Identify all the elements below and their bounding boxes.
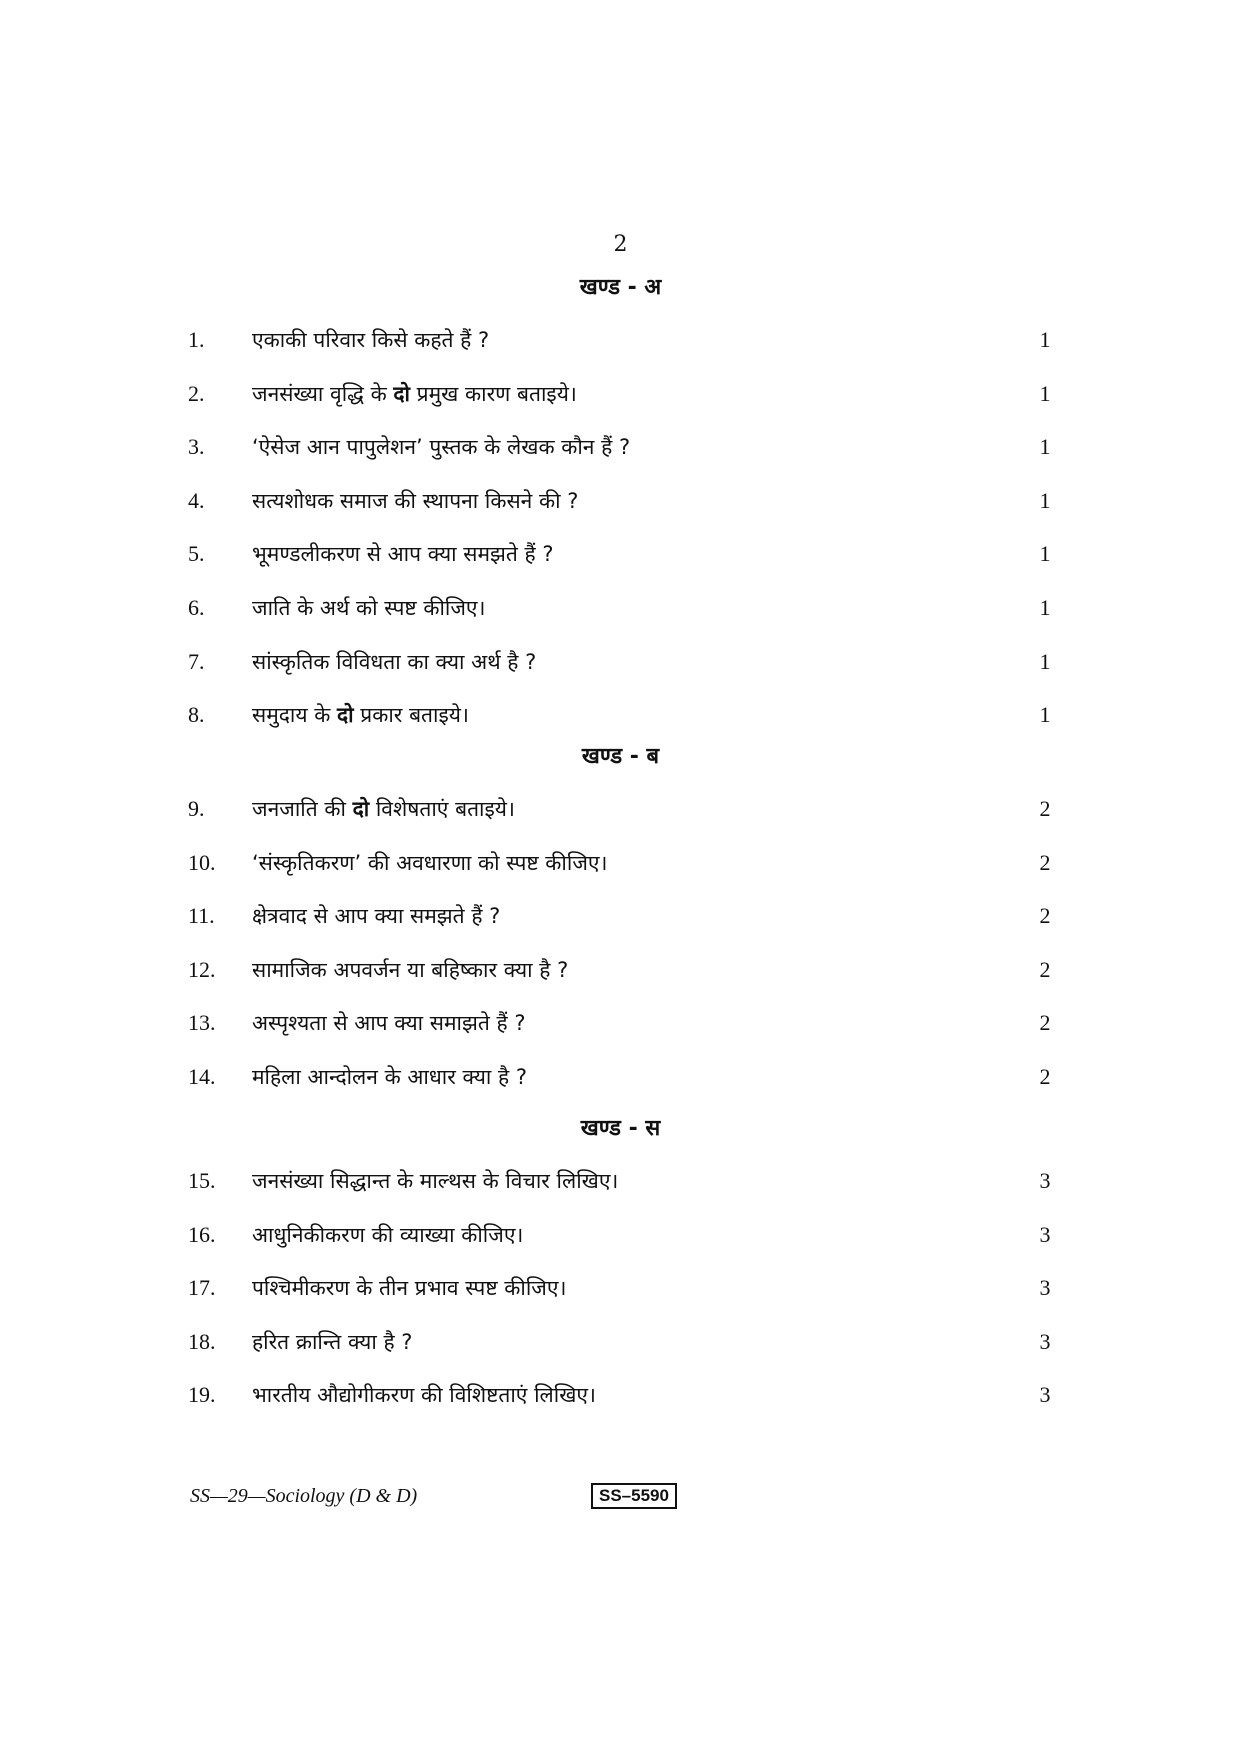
question-marks: 2 bbox=[1039, 903, 1051, 928]
question-row bbox=[0, 791, 1241, 827]
question-row bbox=[0, 1217, 1241, 1253]
question-marks: 1 bbox=[1039, 649, 1051, 674]
question-text-part: विशेषताएं बताइये। bbox=[369, 797, 515, 821]
question-marks: 1 bbox=[1039, 595, 1051, 620]
question-text-part: प्रमुख कारण बताइये। bbox=[409, 382, 577, 406]
question-number: 4. bbox=[188, 488, 205, 513]
question-text bbox=[252, 644, 536, 680]
question-marks: 2 bbox=[1039, 957, 1051, 982]
question-marks: 2 bbox=[1039, 850, 1051, 875]
question-text bbox=[252, 429, 630, 465]
question-text-part: समुदाय के bbox=[252, 703, 338, 727]
question-text bbox=[252, 1377, 596, 1413]
question-text bbox=[252, 845, 607, 881]
question-number: 2. bbox=[188, 381, 205, 406]
question-row bbox=[0, 1377, 1241, 1413]
question-text bbox=[252, 791, 515, 827]
question-row bbox=[0, 952, 1241, 988]
emphasis-text: दो bbox=[352, 797, 370, 821]
question-number: 8. bbox=[188, 702, 205, 727]
question-text bbox=[252, 952, 568, 988]
question-text bbox=[252, 1270, 566, 1306]
question-text bbox=[252, 536, 554, 572]
question-marks: 1 bbox=[1039, 327, 1051, 352]
question-number: 13. bbox=[188, 1010, 216, 1035]
question-row bbox=[0, 429, 1241, 465]
question-text-part: क्षेत्रवाद से आप क्या समझते हैं ? bbox=[252, 904, 501, 928]
question-marks: 1 bbox=[1039, 488, 1051, 513]
question-text-part: भूमण्डलीकरण से आप क्या समझते हैं ? bbox=[252, 542, 554, 566]
question-row bbox=[0, 845, 1241, 881]
question-marks: 1 bbox=[1039, 541, 1051, 566]
question-text-part: जाति के अर्थ को स्पष्ट कीजिए। bbox=[252, 596, 486, 620]
question-number: 18. bbox=[188, 1329, 216, 1354]
question-marks: 2 bbox=[1039, 796, 1051, 821]
emphasis-text: दो bbox=[337, 703, 354, 727]
question-text-part: पश्चिमीकरण के तीन प्रभाव स्पष्ट कीजिए। bbox=[252, 1276, 567, 1300]
question-row bbox=[0, 697, 1241, 733]
question-marks: 3 bbox=[1039, 1168, 1051, 1193]
question-text-part: सांस्कृतिक विविधता का क्या अर्थ है ? bbox=[252, 650, 537, 674]
question-number: 1. bbox=[188, 327, 205, 352]
question-text bbox=[252, 697, 469, 733]
question-row bbox=[0, 322, 1241, 358]
question-text bbox=[252, 898, 500, 934]
question-row bbox=[0, 898, 1241, 934]
question-number: 16. bbox=[188, 1222, 216, 1247]
question-number: 11. bbox=[188, 903, 215, 928]
question-number: 9. bbox=[188, 796, 205, 821]
question-text-part: आधुनिकीकरण की व्याख्या कीजिए। bbox=[252, 1223, 524, 1247]
question-row bbox=[0, 1324, 1241, 1360]
question-text bbox=[252, 1059, 527, 1095]
question-row bbox=[0, 536, 1241, 572]
section-heading: खण्ड - अ bbox=[579, 275, 662, 300]
question-text bbox=[252, 590, 486, 626]
question-text-part: महिला आन्दोलन के आधार क्या है ? bbox=[252, 1065, 527, 1089]
question-row bbox=[0, 644, 1241, 680]
question-text-part: जनजाति की bbox=[252, 797, 353, 821]
question-marks: 1 bbox=[1039, 434, 1051, 459]
question-number: 12. bbox=[188, 957, 216, 982]
question-text-part: एकाकी परिवार किसे कहते हैं ? bbox=[252, 328, 490, 352]
question-number: 5. bbox=[188, 541, 205, 566]
question-text-part: जनसंख्या वृद्धि के bbox=[252, 382, 394, 406]
question-number: 15. bbox=[188, 1168, 216, 1193]
paper-id-box: SS–5590 bbox=[591, 1483, 677, 1509]
section-heading: खण्ड - स bbox=[580, 1116, 661, 1141]
question-text-part: हरित क्रान्ति क्या है ? bbox=[252, 1330, 413, 1354]
question-text-part: अस्पृश्यता से आप क्या समाझते हैं ? bbox=[252, 1011, 526, 1035]
question-text-part: जनसंख्या सिद्धान्त के माल्थस के विचार लिखिए। bbox=[252, 1169, 619, 1193]
question-row bbox=[0, 590, 1241, 626]
question-row bbox=[0, 483, 1241, 519]
question-marks: 3 bbox=[1039, 1329, 1051, 1354]
question-text-part: ‘ऐसेज आन पापुलेशन’ पुस्तक के लेखक कौन हैं ? bbox=[252, 435, 631, 459]
question-text bbox=[252, 322, 489, 358]
question-marks: 2 bbox=[1039, 1064, 1051, 1089]
question-text bbox=[252, 1005, 525, 1041]
question-number: 10. bbox=[188, 850, 216, 875]
question-row bbox=[0, 1059, 1241, 1095]
question-row bbox=[0, 1005, 1241, 1041]
question-text bbox=[252, 1217, 523, 1253]
question-text bbox=[252, 483, 578, 519]
question-text-part: प्रकार बताइये। bbox=[353, 703, 469, 727]
question-row bbox=[0, 376, 1241, 412]
question-text bbox=[252, 1324, 412, 1360]
question-text bbox=[252, 1163, 618, 1199]
question-number: 17. bbox=[188, 1275, 216, 1300]
question-marks: 3 bbox=[1039, 1222, 1051, 1247]
page-number: 2 bbox=[613, 232, 628, 257]
question-marks: 3 bbox=[1039, 1275, 1051, 1300]
question-marks: 1 bbox=[1039, 381, 1051, 406]
question-text-part: ‘संस्कृतिकरण’ की अवधारणा को स्पष्ट कीजिए। bbox=[252, 851, 608, 875]
question-text-part: सत्यशोधक समाज की स्थापना किसने की ? bbox=[252, 489, 579, 513]
question-row bbox=[0, 1270, 1241, 1306]
question-number: 7. bbox=[188, 649, 205, 674]
question-number: 6. bbox=[188, 595, 205, 620]
paper-code: SS—29—Sociology (D & D) bbox=[190, 1485, 418, 1507]
question-text bbox=[252, 376, 577, 412]
section-heading: खण्ड - ब bbox=[581, 744, 660, 769]
question-number: 14. bbox=[188, 1064, 216, 1089]
question-marks: 3 bbox=[1039, 1382, 1051, 1407]
question-marks: 1 bbox=[1039, 702, 1051, 727]
question-marks: 2 bbox=[1039, 1010, 1051, 1035]
question-text-part: सामाजिक अपवर्जन या बहिष्कार क्या है ? bbox=[252, 958, 569, 982]
question-text-part: भारतीय औद्योगीकरण की विशिष्टताएं लिखिए। bbox=[252, 1383, 596, 1407]
question-row bbox=[0, 1163, 1241, 1199]
question-number: 19. bbox=[188, 1382, 216, 1407]
emphasis-text: दो bbox=[393, 382, 410, 406]
question-number: 3. bbox=[188, 434, 205, 459]
